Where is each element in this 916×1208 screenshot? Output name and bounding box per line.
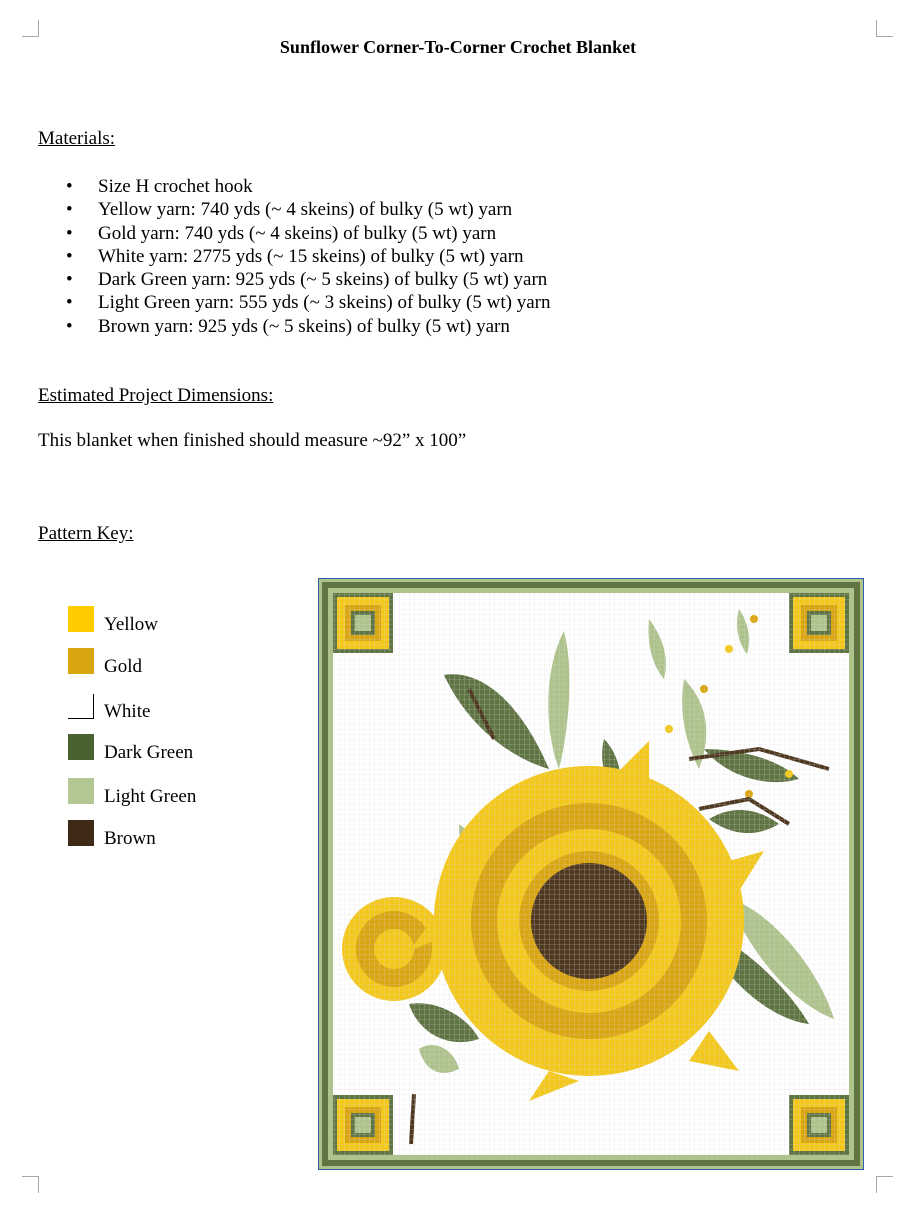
materials-list — [64, 175, 550, 338]
color-swatch — [68, 778, 94, 804]
dimensions-text: This blanket when finished should measure ~92” x 100” — [38, 430, 467, 451]
pattern-graphic — [319, 579, 863, 1169]
color-swatch — [68, 648, 94, 674]
stitch-grid — [333, 593, 849, 1155]
key-label: Light Green — [104, 786, 197, 807]
sunflower-pattern-chart — [318, 578, 864, 1170]
dimensions-heading: Estimated Project Dimensions: — [38, 385, 274, 406]
crop-mark-bottom-left — [22, 1176, 39, 1193]
color-swatch — [68, 820, 94, 846]
color-swatch — [68, 606, 94, 632]
materials-heading: Materials: — [38, 128, 116, 149]
key-label: Yellow — [104, 614, 159, 635]
key-label: Brown — [104, 828, 156, 849]
pattern-key-heading: Pattern Key: — [38, 523, 134, 544]
list-item: • White yarn: 2775 yds (~ 15 skeins) of bulky (5 wt) yarn — [64, 245, 550, 268]
crop-mark-top-right — [876, 20, 893, 37]
document-title: Sunflower Corner-To-Corner Crochet Blanket — [279, 37, 637, 57]
key-label: Dark Green — [104, 742, 194, 763]
list-item: • Size H crochet hook — [64, 175, 550, 198]
list-item: • Brown yarn: 925 yds (~ 5 skeins) of bulky (5 wt) yarn — [64, 315, 550, 338]
color-swatch — [68, 734, 94, 760]
list-item: • Gold yarn: 740 yds (~ 4 skeins) of bulky (5 wt) yarn — [64, 222, 550, 245]
list-item: • Dark Green yarn: 925 yds (~ 5 skeins) of bulky (5 wt) yarn — [64, 268, 550, 291]
key-label: White — [104, 701, 151, 722]
list-item: • Yellow yarn: 740 yds (~ 4 skeins) of bulky (5 wt) yarn — [64, 198, 550, 221]
crop-mark-bottom-right — [876, 1176, 893, 1193]
color-swatch — [68, 694, 94, 719]
list-item: • Light Green yarn: 555 yds (~ 3 skeins) of bulky (5 wt) yarn — [64, 291, 550, 314]
crop-mark-top-left — [22, 20, 39, 37]
key-label: Gold — [104, 656, 142, 677]
